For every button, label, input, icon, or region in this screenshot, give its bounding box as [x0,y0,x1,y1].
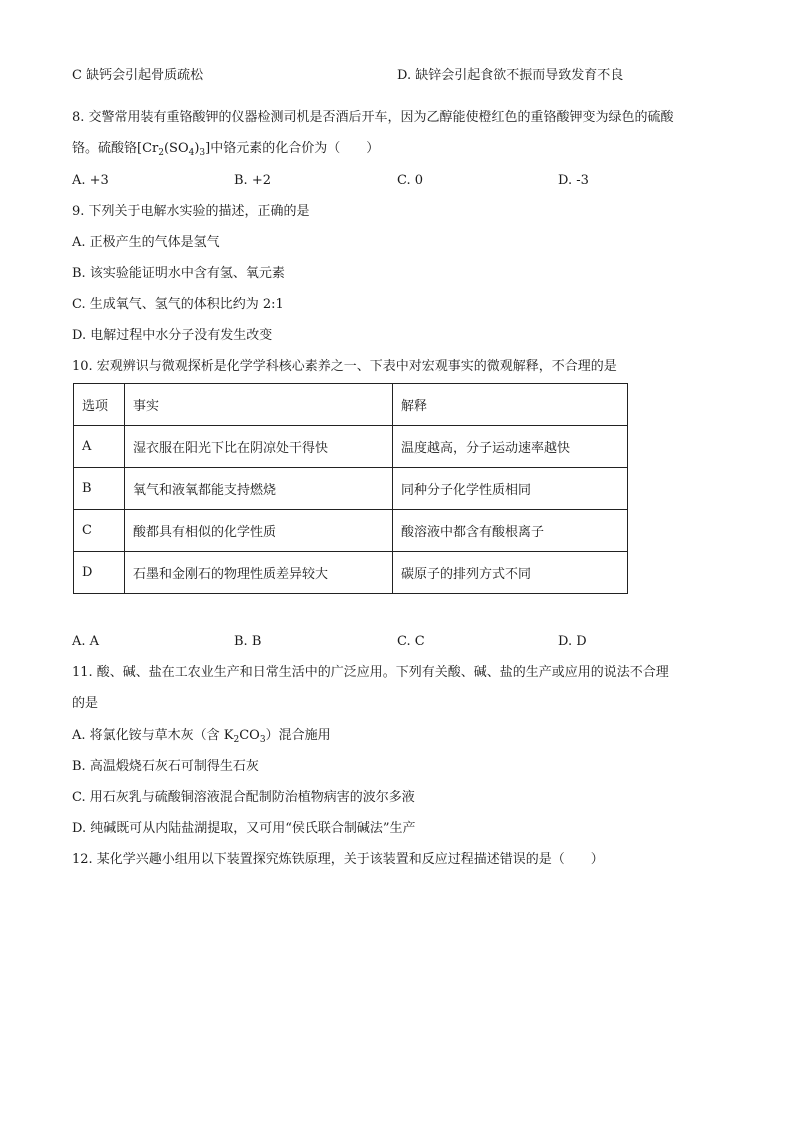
table-row [74,426,628,468]
table-row [74,468,628,510]
q8-option-c: C. 0 [397,173,424,188]
q10-table [73,383,628,594]
table-cell: A [74,426,125,468]
table-cell: 石墨和金刚石的物理性质差异较大 [125,552,393,594]
q8-option-b: B. +2 [234,173,271,188]
table-cell: C [74,510,125,552]
table-cell: 同种分子化学性质相同 [393,468,628,510]
q8-stem-line1: 8. 交警常用装有重铬酸钾的仪器检测司机是否酒后开车，因为乙醇能使橙红色的重铬酸钾变为绿色的硫酸 [72,110,674,125]
table-cell: D [74,552,125,594]
prev-option-c: C 缺钙会引起骨质疏松 [72,68,204,83]
table-cell: 氧气和液氧都能支持燃烧 [125,468,393,510]
table-row [74,510,628,552]
table-header-row [74,384,628,426]
q9-option-a: A. 正极产生的气体是氢气 [72,235,220,250]
q11-option-c: C. 用石灰乳与硫酸铜溶液混合配制防治植物病害的波尔多液 [72,790,415,805]
q9-option-c: C. 生成氧气、氢气的体积比约为 2:1 [72,297,284,312]
q9-option-b: B. 该实验能证明水中含有氢、氧元素 [72,266,285,281]
q11-option-b: B. 高温煅烧石灰石可制得生石灰 [72,759,259,774]
q8-option-d: D. -3 [558,173,589,188]
prev-option-d: D. 缺锌会引起食欲不振而导致发育不良 [397,68,624,83]
q10-stem: 10. 宏观辨识与微观探析是化学学科核心素养之一、下表中对宏观事实的微观解释，不合理的是 [72,359,617,374]
q8-option-a: A. +3 [72,173,109,188]
table-header-cell: 解释 [393,384,628,426]
q10-option-c: C. C [397,634,425,649]
q9-stem: 9. 下列关于电解水实验的描述，正确的是 [72,204,310,219]
q11-stem-line2: 的是 [72,696,99,711]
table-header-cell: 选项 [74,384,125,426]
q11-option-d: D. 纯碱既可从内陆盐湖提取，又可用“侯氏联合制碱法”生产 [72,821,416,836]
q8-stem-line2: 铬。硫酸铬$[Cr_2(SO_4)_3]$中铬元素的化合价为（ ） [72,141,380,158]
table-cell: B [74,468,125,510]
table-cell: 酸都具有相似的化学性质 [125,510,393,552]
q11-option-a: A. 将氯化铵与草木灰（含 $K_2CO_3$）混合施用 [72,728,331,745]
q10-option-d: D. D [558,634,587,649]
q12-stem: 12. 某化学兴趣小组用以下装置探究炼铁原理，关于该装置和反应过程描述错误的是（ ） [72,852,604,867]
table-cell: 碳原子的排列方式不同 [393,552,628,594]
table-header-cell: 事实 [125,384,393,426]
table-cell: 温度越高，分子运动速率越快 [393,426,628,468]
q9-option-d: D. 电解过程中水分子没有发生改变 [72,328,273,343]
table-row [74,552,628,594]
q10-option-b: B. B [234,634,262,649]
table-cell: 湿衣服在阳光下比在阴凉处干得快 [125,426,393,468]
q10-option-a: A. A [72,634,100,649]
q11-stem-line1: 11. 酸、碱、盐在工农业生产和日常生活中的广泛应用。下列有关酸、碱、盐的生产或应用的说法不合理 [72,665,669,680]
table-cell: 酸溶液中都含有酸根离子 [393,510,628,552]
